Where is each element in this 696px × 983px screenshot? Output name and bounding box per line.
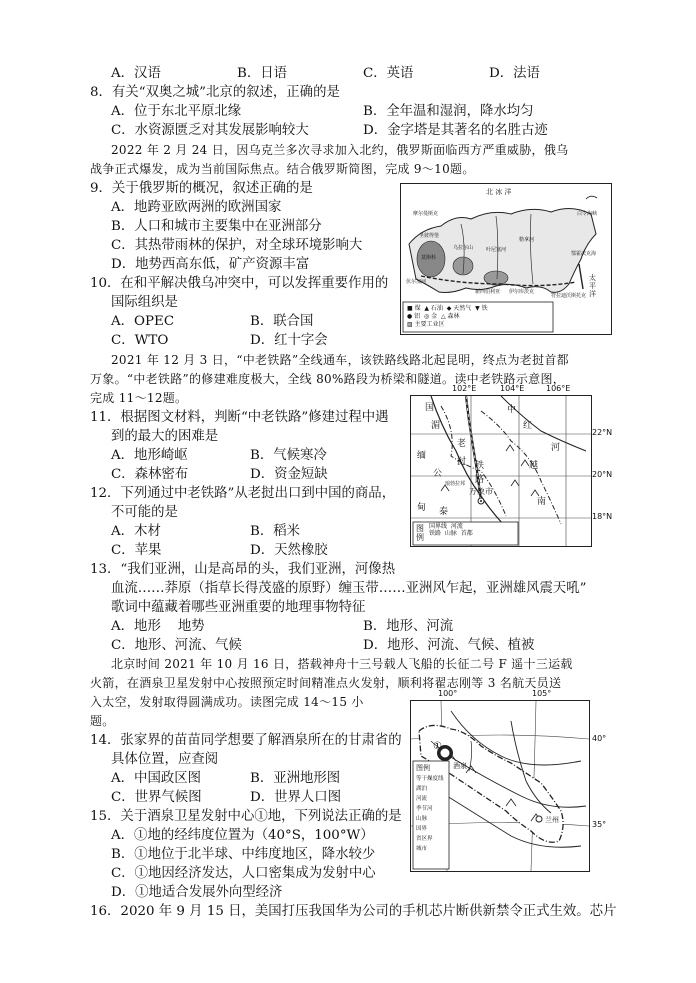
q7-option-b: B．日语: [237, 66, 288, 81]
q11-option-d: D．资金短缺: [250, 467, 328, 482]
russia-map-city-5: 乌拉尔山: [453, 245, 474, 251]
laos-map-label-lao: 老: [457, 439, 467, 449]
passage-shenzhou-line2: 火箭，在酒泉卫星发射中心按照预定时间精准点火发射，顺利将翟志刚等 3 名航天员送: [90, 676, 562, 690]
q14-option-d: D．世界人口图: [250, 790, 342, 805]
russia-map-city-11: 伊尔库茨克: [509, 289, 535, 295]
russia-map-city-2: 圣彼得堡: [419, 233, 440, 239]
russia-map-arctic-label: 北 冰 洋: [486, 188, 512, 196]
legend-forest: △ 森林: [440, 313, 460, 320]
q12-stem-line1: 12．下列通过中老铁路”从老挝出口到中国的商品，: [90, 486, 396, 501]
laos-map-label-zhong: 中: [507, 405, 517, 415]
q10-option-a: A．OPEC: [111, 314, 175, 329]
legend-capital: 首都: [460, 530, 473, 537]
passage-ukraine-line1: 2022 年 2 月 24 日，因乌克兰多次寻求加入北约，俄罗斯面临西方严重威胁，俄乌: [111, 143, 569, 157]
q12-option-d: D．天然橡胶: [250, 543, 328, 558]
gansu-map-label-lanzhou: 兰州: [545, 816, 559, 824]
legend-river: 河流: [450, 523, 463, 530]
q12-stem-line2: 不可能的是: [111, 505, 178, 520]
legend-province-border: 省区界: [416, 836, 433, 842]
russia-map-city-8: 白令海峡: [577, 211, 598, 217]
legend-mountain: 山脉: [444, 530, 457, 537]
q11-option-c: C．森林密布: [111, 467, 189, 482]
q14-stem-line2: 具体位置，应查阅: [111, 752, 219, 767]
q16-line1: 16．2020 年 9 月 15 日，美国打压我国华为公司的手机芯片断供新禁令正式生效。芯片: [90, 904, 617, 919]
q13-option-a: A．地形 地势: [111, 619, 205, 634]
q8-option-a: A．位于东北平原北缘: [111, 104, 242, 119]
gansu-map-lat-label-1: 40°: [592, 734, 607, 743]
gansu-map-lon-label-2: 105°: [532, 689, 552, 698]
q10-option-b: B．联合国: [250, 314, 314, 329]
laos-map-label-yue: 越: [529, 461, 539, 471]
gansu-map-lon-label-1: 100°: [438, 689, 458, 698]
q13-line1: 13．“我们亚洲，山是高昂的头，我们亚洲，河像热: [90, 562, 396, 577]
passage-ukraine-line2: 战争正式爆发，成为当前国际焦点。结合俄罗斯简图，完成 9～10题。: [90, 162, 475, 176]
q9-option-c: C．其热带雨林的保护，对全球环境影响大: [111, 238, 363, 253]
q9-option-b: B．人口和城市主要集中在亚洲部分: [111, 219, 322, 234]
q14-option-c: C．世界气候图: [111, 790, 202, 805]
legend-railway: 铁路: [429, 530, 442, 537]
laos-map-label-china: 国: [425, 403, 435, 413]
laos-map-label-hong: 红: [523, 421, 533, 431]
q12-option-a: A．木材: [111, 524, 161, 539]
q13-line3: 歌词中蕴藏着哪些亚洲重要的地理事物特征: [111, 600, 366, 615]
laos-map-label-gong: 公: [433, 469, 443, 479]
q15-option-a: A．①地的经纬度位置为（40°S，100°W）: [111, 828, 374, 843]
q11-stem-line1: 11．根据图文材料，判断“中老铁路”修建过程中遇: [90, 410, 389, 425]
q9-option-d: D．地势西高东低，矿产资源丰富: [111, 257, 310, 272]
q13-option-d: D．地形、河流、气候、植被: [363, 638, 535, 653]
q9-stem: 9．关于俄罗斯的概况，叙述正确的是: [90, 181, 313, 196]
passage-shenzhou-line4: 题。: [90, 714, 115, 728]
passage-laos-railway-line2: 万象。“中老铁路”的修建难度极大，全线 80%路段为桥梁和隧道。读中老铁路示意图，: [90, 372, 566, 386]
q7-option-a: A．汉语: [111, 66, 161, 81]
q15-option-d: D．①地适合发展外向型经济: [111, 885, 283, 900]
legend-coal: ■ 煤: [407, 305, 421, 312]
laos-map-label-lu: 路: [475, 475, 485, 485]
laos-map-lon-label-3: 106°E: [546, 384, 571, 393]
q10-option-c: C．WTO: [111, 333, 169, 348]
legend-industry: ▨ 主要工业区: [407, 321, 445, 328]
gansu-map-label-circle1: ①: [433, 741, 442, 752]
q14-option-a: A．中国政区图: [111, 771, 202, 786]
legend-mountain: 山脉: [416, 816, 428, 822]
q11-stem-line2: 到的最大的困难是: [111, 429, 219, 444]
laos-map-lat-label-2: 20°N: [592, 470, 613, 479]
legend-iron: ▼ 铁: [475, 305, 488, 312]
passage-shenzhou-line1: 北京时间 2021 年 10 月 16 日，搭载神舟十三号载人飞船的长征二号 F 遥十三运载: [111, 657, 573, 671]
gansu-map-label-jiuquan: 酒泉: [453, 762, 467, 770]
q8-stem: 8．有关“双奥之城”北京的叙述，正确的是: [90, 85, 340, 100]
laos-map-label-dian: 甸: [417, 503, 427, 513]
russia-map-city-6: 叶尼塞河: [486, 247, 507, 253]
laos-map-label-he: 河: [551, 443, 561, 453]
russia-map-city-7: 勒拿河: [519, 237, 535, 243]
russia-map-city-12: 新西伯利亚: [475, 289, 501, 295]
russia-map: [400, 183, 612, 335]
laos-map-label-vientiane: 万象市: [469, 487, 493, 496]
legend-gold: ◎ 金: [423, 313, 438, 320]
russia-map-city-1: 摩尔曼斯克: [413, 211, 439, 217]
q10-option-d: D．红十字会: [250, 333, 328, 348]
legend-aridity-line: 等干燥度线: [416, 776, 444, 782]
gansu-map-lat-label-2: 35°: [592, 820, 607, 829]
laos-map-lat-label-3: 18°N: [592, 512, 613, 521]
q15-stem: 15．关于酒泉卫星发射中心①地，下列说法正确的是: [90, 809, 402, 824]
russia-map-city-4: 伏尔加河: [406, 279, 427, 285]
laos-map: [410, 395, 592, 547]
q8-option-c: C．水资源匮乏对其发展影响较大: [111, 123, 309, 138]
q7-option-d: D．法语: [489, 66, 540, 81]
q13-option-b: B．地形、河流: [363, 619, 454, 634]
laos-map-label-wo: 挝: [457, 457, 467, 467]
passage-laos-railway-line1: 2021 年 12 月 3 日，“中老铁路”全线通车，该铁路线路北起昆明，终点为老挝首都: [111, 353, 569, 367]
q9-option-a: A．地跨亚欧两洲的欧洲国家: [111, 200, 282, 215]
legend-seasonal-river: 季节河: [416, 806, 433, 812]
legend-border: 国界线: [429, 523, 448, 530]
q14-stem-line1: 14．张家界的苗苗同学想要了解酒泉所在的甘肃省的: [90, 733, 402, 748]
russia-map-city-9: 鄂霍次克海: [571, 251, 597, 257]
laos-map-label-mekong: 湄: [431, 421, 441, 431]
legend-aluminum: ● 铝: [407, 313, 421, 320]
gansu-map: [410, 700, 590, 872]
q13-line2: 血流……莽原（指草长得茂盛的原野）缠玉带……亚洲风乍起，亚洲雄风震天吼”: [111, 581, 587, 596]
legend-oil: ▲ 石油: [424, 305, 443, 312]
legend-lake: 湖泊: [416, 786, 428, 792]
q10-stem-line2: 国际组织是: [111, 295, 178, 310]
laos-map-label-luang-prabang: 琅勃拉邦: [445, 481, 466, 487]
q14-option-b: B．亚洲地形图: [250, 771, 341, 786]
q10-stem-line1: 10．在和平解决俄乌冲突中，可以发挥重要作用的: [90, 276, 389, 291]
gansu-map-legend: [416, 774, 448, 854]
laos-map-legend-title: 图例: [416, 524, 424, 542]
russia-map-pacific-label: 太 平 洋: [589, 274, 596, 298]
q12-option-c: C．苹果: [111, 543, 162, 558]
gansu-map-legend-title: 图例: [416, 764, 430, 772]
laos-map-label-tai: 泰: [439, 507, 449, 517]
laos-map-lon-label-1: 102°E: [452, 384, 477, 393]
q11-option-b: B．气候寒冷: [250, 448, 327, 463]
laos-map-legend: [429, 523, 517, 537]
russia-map-city-10: 符拉迪沃斯托克: [551, 293, 587, 299]
laos-map-label-tie: 铁: [475, 461, 485, 471]
q15-option-c: C．①地因经济发达，人口密集成为发射中心: [111, 866, 376, 881]
q13-option-c: C．地形、河流、气候: [111, 638, 242, 653]
laos-map-label-nan: 南: [537, 497, 547, 507]
q7-option-c: C．英语: [363, 66, 414, 81]
laos-map-label-mian: 缅: [417, 451, 427, 461]
russia-map-legend: [407, 305, 551, 329]
q8-option-b: B．全年温和湿润，降水均匀: [363, 104, 534, 119]
q15-option-b: B．①地位于北半球、中纬度地区，降水较少: [111, 847, 376, 862]
legend-river: 河流: [416, 796, 428, 802]
q8-option-d: D．金字塔是其著名的名胜古迹: [363, 123, 548, 138]
legend-national-border: 国界: [416, 826, 428, 832]
legend-gas: ◆ 天然气: [446, 305, 472, 312]
russia-map-city-3: 莫斯科: [421, 255, 437, 261]
q11-option-a: A．地形崎岖: [111, 448, 188, 463]
q12-option-b: B．稻米: [250, 524, 301, 539]
passage-laos-railway-line3: 完成 11～12题。: [90, 391, 188, 405]
passage-shenzhou-line3: 入太空，发射取得圆满成功。读图完成 14～15 小: [90, 695, 364, 709]
laos-map-lat-label-1: 22°N: [592, 428, 613, 437]
legend-city: 城市: [416, 846, 428, 852]
laos-map-lon-label-2: 104°E: [500, 384, 525, 393]
